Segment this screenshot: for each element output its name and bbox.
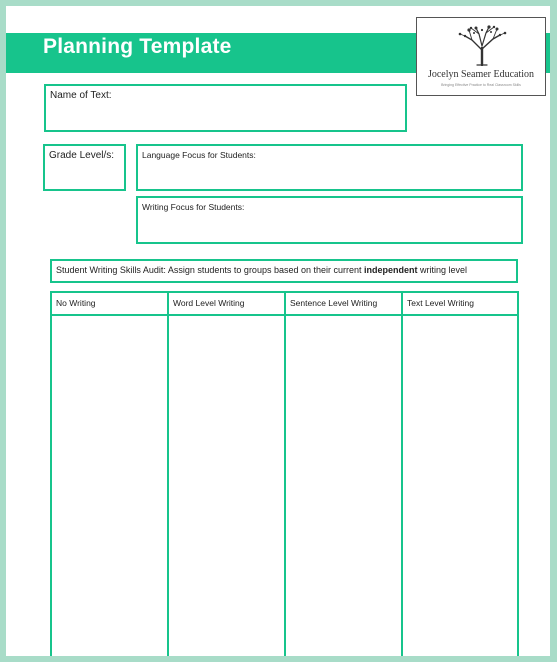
planning-page (6, 6, 550, 656)
column-word-level[interactable] (169, 293, 286, 656)
writing-focus-label: Writing Focus for Students: (142, 202, 245, 212)
column-no-writing[interactable] (52, 293, 169, 656)
name-of-text-label: Name of Text: (50, 90, 112, 101)
tree-icon (457, 24, 507, 66)
brand-logo (416, 17, 546, 96)
column-header: No Writing (52, 293, 167, 316)
audit-text-suffix: writing level (417, 265, 468, 275)
grade-levels-field[interactable] (43, 144, 126, 191)
audit-text-emphasis: independent (364, 265, 418, 275)
column-sentence-level[interactable] (286, 293, 403, 656)
column-header: Text Level Writing (403, 293, 517, 316)
language-focus-label: Language Focus for Students: (142, 150, 256, 160)
column-header: Word Level Writing (169, 293, 284, 316)
writing-groups-table (50, 291, 519, 656)
writing-focus-field[interactable] (136, 196, 523, 244)
audit-text-prefix: Student Writing Skills Audit: Assign students to groups based on their current (56, 265, 365, 275)
writing-skills-audit-banner (50, 259, 518, 283)
column-header: Sentence Level Writing (286, 293, 401, 316)
name-of-text-field[interactable] (44, 84, 407, 132)
language-focus-field[interactable] (136, 144, 523, 191)
page-title: Planning Template (43, 35, 232, 58)
column-text-level[interactable] (403, 293, 517, 656)
grade-levels-label: Grade Level/s: (49, 150, 115, 161)
brand-tagline: Bringing Effective Practice to Real Classroom Skills (441, 83, 521, 87)
brand-name: Jocelyn Seamer Education (427, 69, 535, 80)
